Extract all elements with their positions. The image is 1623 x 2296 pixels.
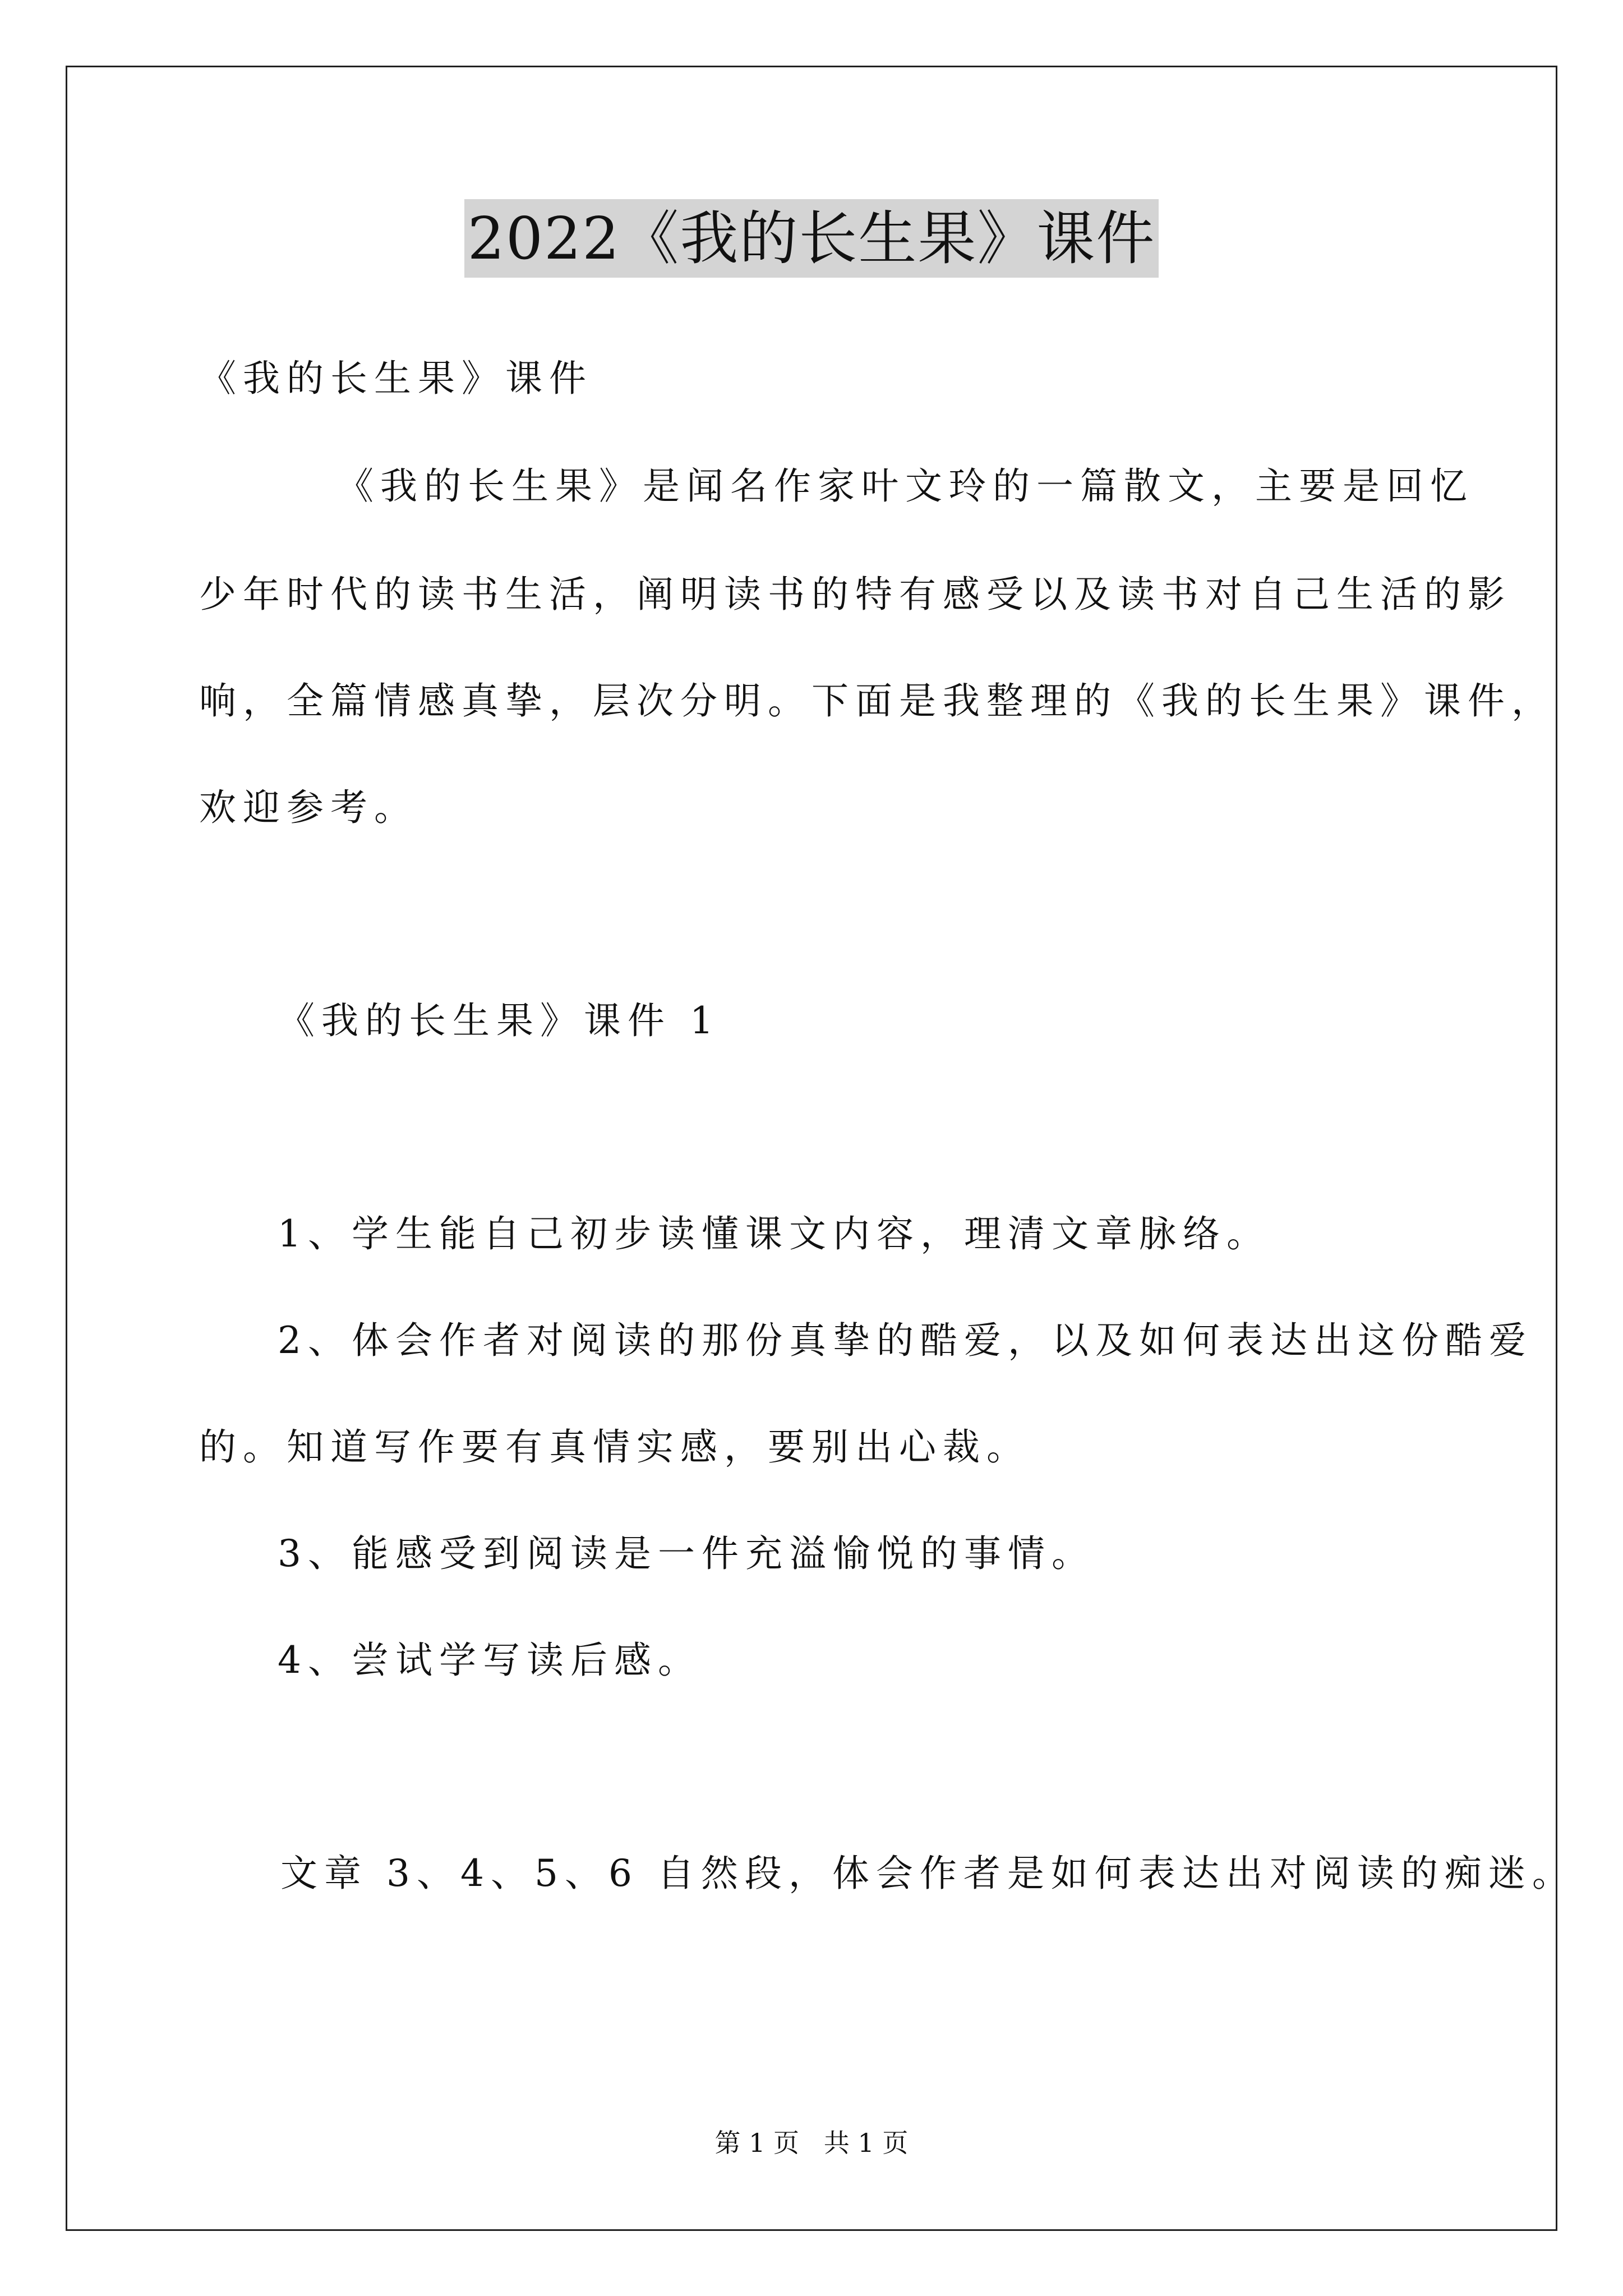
title-wrap (0, 199, 1623, 278)
list-item-1: 1、学生能自己初步读懂课文内容，理清文章脉络。 (278, 1212, 1270, 1255)
intro-line-1: 《我的长生果》是闻名作家叶文玲的一篇散文，主要是回忆 (336, 464, 1474, 508)
list-item-2: 2、体会作者对阅读的那份真挚的酷爱，以及如何表达出这份酷爱 (278, 1319, 1533, 1362)
intro-line-3: 响，全篇情感真挚，层次分明。下面是我整理的《我的长生果》课件， (199, 679, 1555, 723)
closing-paragraph: 文章 3、4、5、6 自然段，体会作者是如何表达出对阅读的痴迷。 (280, 1852, 1576, 1895)
list-item-2-continued: 的。知道写作要有真情实感，要别出心裁。 (199, 1425, 1030, 1469)
list-item-3: 3、能感受到阅读是一件充溢愉悦的事情。 (278, 1532, 1095, 1575)
intro-line-4: 欢迎参考。 (199, 786, 418, 829)
intro-line-2: 少年时代的读书生活，阐明读书的特有感受以及读书对自己生活的影 (199, 573, 1511, 616)
document-title: 2022《我的长生果》课件 (464, 199, 1159, 278)
section-heading: 《我的长生果》课件 1 (278, 999, 720, 1042)
page-footer: 第 1 页 共 1 页 (714, 2128, 909, 2158)
list-item-4: 4、尝试学写读后感。 (278, 1639, 702, 1682)
subtitle: 《我的长生果》课件 (199, 357, 593, 400)
